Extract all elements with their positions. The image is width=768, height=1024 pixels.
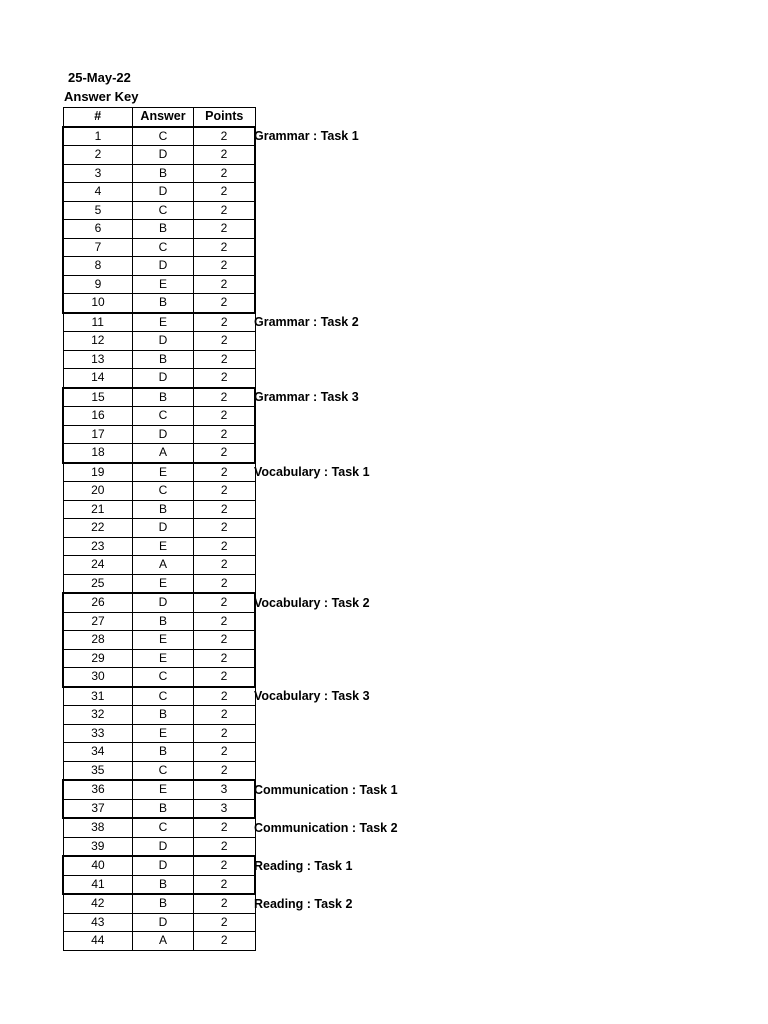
- answer-cell: C: [133, 407, 194, 426]
- section-label: Communication : Task 1: [254, 782, 398, 797]
- answer-cell: D: [133, 257, 194, 276]
- question-number-cell: 10: [63, 294, 133, 313]
- header-number: #: [63, 108, 133, 127]
- table-row: [63, 875, 255, 894]
- points-cell: 2: [194, 612, 256, 631]
- answer-cell: E: [133, 313, 194, 332]
- table-row: [63, 556, 255, 575]
- question-number-cell: 5: [63, 201, 133, 220]
- answer-cell: A: [133, 556, 194, 575]
- section-label: Vocabulary : Task 2: [254, 595, 370, 610]
- table-row: [63, 780, 255, 799]
- points-cell: 2: [194, 146, 256, 165]
- answer-cell: C: [133, 687, 194, 706]
- points-cell: 2: [194, 894, 256, 913]
- question-number-cell: 23: [63, 537, 133, 556]
- answer-cell: B: [133, 894, 194, 913]
- points-cell: 2: [194, 668, 256, 687]
- points-cell: 2: [194, 574, 256, 593]
- points-cell: 2: [194, 482, 256, 501]
- question-number-cell: 27: [63, 612, 133, 631]
- points-cell: 2: [194, 275, 256, 294]
- question-number-cell: 17: [63, 425, 133, 444]
- table-row: [63, 932, 255, 951]
- answer-cell: E: [133, 463, 194, 482]
- points-cell: 2: [194, 425, 256, 444]
- points-cell: 2: [194, 500, 256, 519]
- table-row: [63, 687, 255, 706]
- table-row: [63, 238, 255, 257]
- answer-cell: E: [133, 649, 194, 668]
- table-row: [63, 894, 255, 913]
- question-number-cell: 28: [63, 631, 133, 650]
- question-number-cell: 43: [63, 913, 133, 932]
- answer-cell: D: [133, 856, 194, 875]
- question-number-cell: 2: [63, 146, 133, 165]
- table-row: [63, 500, 255, 519]
- question-number-cell: 21: [63, 500, 133, 519]
- table-row: [63, 444, 255, 463]
- points-cell: 3: [194, 799, 256, 818]
- section-label: Reading : Task 1: [254, 858, 353, 873]
- table-row: [63, 631, 255, 650]
- table-row: [63, 275, 255, 294]
- question-number-cell: 15: [63, 388, 133, 407]
- points-cell: 2: [194, 537, 256, 556]
- points-cell: 2: [194, 369, 256, 388]
- points-cell: 2: [194, 761, 256, 780]
- answer-rows: [63, 127, 255, 951]
- table-row: [63, 350, 255, 369]
- question-number-cell: 33: [63, 724, 133, 743]
- table-row: [63, 706, 255, 725]
- question-number-cell: 36: [63, 780, 133, 799]
- question-number-cell: 41: [63, 875, 133, 894]
- points-cell: 2: [194, 649, 256, 668]
- question-number-cell: 4: [63, 183, 133, 202]
- points-cell: 2: [194, 164, 256, 183]
- answer-cell: B: [133, 706, 194, 725]
- answer-cell: C: [133, 238, 194, 257]
- table-row: [63, 593, 255, 612]
- points-cell: 2: [194, 706, 256, 725]
- question-number-cell: 26: [63, 593, 133, 612]
- question-number-cell: 37: [63, 799, 133, 818]
- answer-cell: D: [133, 183, 194, 202]
- question-number-cell: 13: [63, 350, 133, 369]
- points-cell: 2: [194, 463, 256, 482]
- answer-cell: B: [133, 743, 194, 762]
- header-points: Points: [194, 108, 256, 127]
- table-row: [63, 913, 255, 932]
- points-cell: 2: [194, 183, 256, 202]
- answer-cell: D: [133, 369, 194, 388]
- points-cell: 2: [194, 631, 256, 650]
- points-cell: 2: [194, 127, 256, 146]
- answer-cell: E: [133, 574, 194, 593]
- document-title: Answer Key: [64, 89, 139, 104]
- answer-cell: D: [133, 332, 194, 351]
- answer-cell: B: [133, 799, 194, 818]
- question-number-cell: 12: [63, 332, 133, 351]
- answer-cell: B: [133, 875, 194, 894]
- answer-cell: D: [133, 146, 194, 165]
- points-cell: 2: [194, 593, 256, 612]
- answer-cell: B: [133, 500, 194, 519]
- answer-cell: E: [133, 780, 194, 799]
- table-row: [63, 612, 255, 631]
- points-cell: 2: [194, 687, 256, 706]
- points-cell: 2: [194, 313, 256, 332]
- table-row: [63, 837, 255, 856]
- answer-cell: D: [133, 519, 194, 538]
- table-header-row: [63, 108, 255, 127]
- points-cell: 2: [194, 743, 256, 762]
- question-number-cell: 29: [63, 649, 133, 668]
- points-cell: 2: [194, 238, 256, 257]
- points-cell: 2: [194, 350, 256, 369]
- answer-cell: B: [133, 220, 194, 239]
- table-row: [63, 537, 255, 556]
- question-number-cell: 39: [63, 837, 133, 856]
- question-number-cell: 35: [63, 761, 133, 780]
- question-number-cell: 30: [63, 668, 133, 687]
- answer-cell: B: [133, 388, 194, 407]
- table-row: [63, 407, 255, 426]
- question-number-cell: 40: [63, 856, 133, 875]
- table-row: [63, 425, 255, 444]
- section-label: Vocabulary : Task 1: [254, 465, 370, 479]
- question-number-cell: 1: [63, 127, 133, 146]
- points-cell: 3: [194, 780, 256, 799]
- table-row: [63, 482, 255, 501]
- table-row: [63, 183, 255, 202]
- points-cell: 2: [194, 818, 256, 837]
- question-number-cell: 24: [63, 556, 133, 575]
- answer-cell: B: [133, 612, 194, 631]
- points-cell: 2: [194, 932, 256, 951]
- answer-cell: E: [133, 275, 194, 294]
- question-number-cell: 32: [63, 706, 133, 725]
- answer-cell: C: [133, 818, 194, 837]
- table-row: [63, 164, 255, 183]
- points-cell: 2: [194, 913, 256, 932]
- points-cell: 2: [194, 332, 256, 351]
- points-cell: 2: [194, 856, 256, 875]
- answer-cell: E: [133, 631, 194, 650]
- points-cell: 2: [194, 220, 256, 239]
- points-cell: 2: [194, 724, 256, 743]
- answer-cell: B: [133, 350, 194, 369]
- document-date: 25-May-22: [68, 70, 131, 85]
- answer-cell: C: [133, 201, 194, 220]
- table-row: [63, 332, 255, 351]
- question-number-cell: 34: [63, 743, 133, 762]
- question-number-cell: 20: [63, 482, 133, 501]
- answer-cell: D: [133, 593, 194, 612]
- answer-cell: D: [133, 913, 194, 932]
- table-row: [63, 463, 255, 482]
- table-row: [63, 369, 255, 388]
- section-label: Reading : Task 2: [254, 896, 353, 911]
- question-number-cell: 8: [63, 257, 133, 276]
- table-row: [63, 724, 255, 743]
- points-cell: 2: [194, 294, 256, 313]
- question-number-cell: 18: [63, 444, 133, 463]
- table-row: [63, 649, 255, 668]
- answer-key-table: [62, 107, 256, 951]
- section-label: Vocabulary : Task 3: [254, 689, 370, 703]
- answer-cell: D: [133, 425, 194, 444]
- table-row: [63, 799, 255, 818]
- points-cell: 2: [194, 388, 256, 407]
- question-number-cell: 25: [63, 574, 133, 593]
- points-cell: 2: [194, 556, 256, 575]
- question-number-cell: 31: [63, 687, 133, 706]
- table-row: [63, 761, 255, 780]
- table-row: [63, 201, 255, 220]
- answer-cell: D: [133, 837, 194, 856]
- question-number-cell: 22: [63, 519, 133, 538]
- table-row: [63, 257, 255, 276]
- answer-cell: C: [133, 127, 194, 146]
- answer-cell: E: [133, 537, 194, 556]
- question-number-cell: 11: [63, 313, 133, 332]
- table-row: [63, 818, 255, 837]
- question-number-cell: 9: [63, 275, 133, 294]
- answer-cell: E: [133, 724, 194, 743]
- answer-cell: B: [133, 294, 194, 313]
- table-row: [63, 294, 255, 313]
- points-cell: 2: [194, 875, 256, 894]
- question-number-cell: 19: [63, 463, 133, 482]
- section-label: Grammar : Task 2: [254, 315, 359, 329]
- question-number-cell: 6: [63, 220, 133, 239]
- table-row: [63, 519, 255, 538]
- table-row: [63, 313, 255, 332]
- points-cell: 2: [194, 201, 256, 220]
- table-row: [63, 220, 255, 239]
- table-row: [63, 146, 255, 165]
- table-row: [63, 388, 255, 407]
- table-row: [63, 574, 255, 593]
- header-answer: Answer: [133, 108, 194, 127]
- answer-cell: C: [133, 668, 194, 687]
- answer-cell: C: [133, 761, 194, 780]
- question-number-cell: 44: [63, 932, 133, 951]
- points-cell: 2: [194, 519, 256, 538]
- section-label: Grammar : Task 1: [254, 129, 359, 143]
- table-row: [63, 743, 255, 762]
- answer-cell: C: [133, 482, 194, 501]
- answer-cell: A: [133, 932, 194, 951]
- points-cell: 2: [194, 407, 256, 426]
- question-number-cell: 42: [63, 894, 133, 913]
- table-row: [63, 668, 255, 687]
- points-cell: 2: [194, 444, 256, 463]
- table-row: [63, 856, 255, 875]
- question-number-cell: 38: [63, 818, 133, 837]
- question-number-cell: 3: [63, 164, 133, 183]
- points-cell: 2: [194, 837, 256, 856]
- answer-cell: B: [133, 164, 194, 183]
- answer-cell: A: [133, 444, 194, 463]
- question-number-cell: 14: [63, 369, 133, 388]
- section-label: Grammar : Task 3: [254, 390, 359, 404]
- question-number-cell: 16: [63, 407, 133, 426]
- section-label: Communication : Task 2: [254, 820, 398, 835]
- table-row: [63, 127, 255, 146]
- question-number-cell: 7: [63, 238, 133, 257]
- points-cell: 2: [194, 257, 256, 276]
